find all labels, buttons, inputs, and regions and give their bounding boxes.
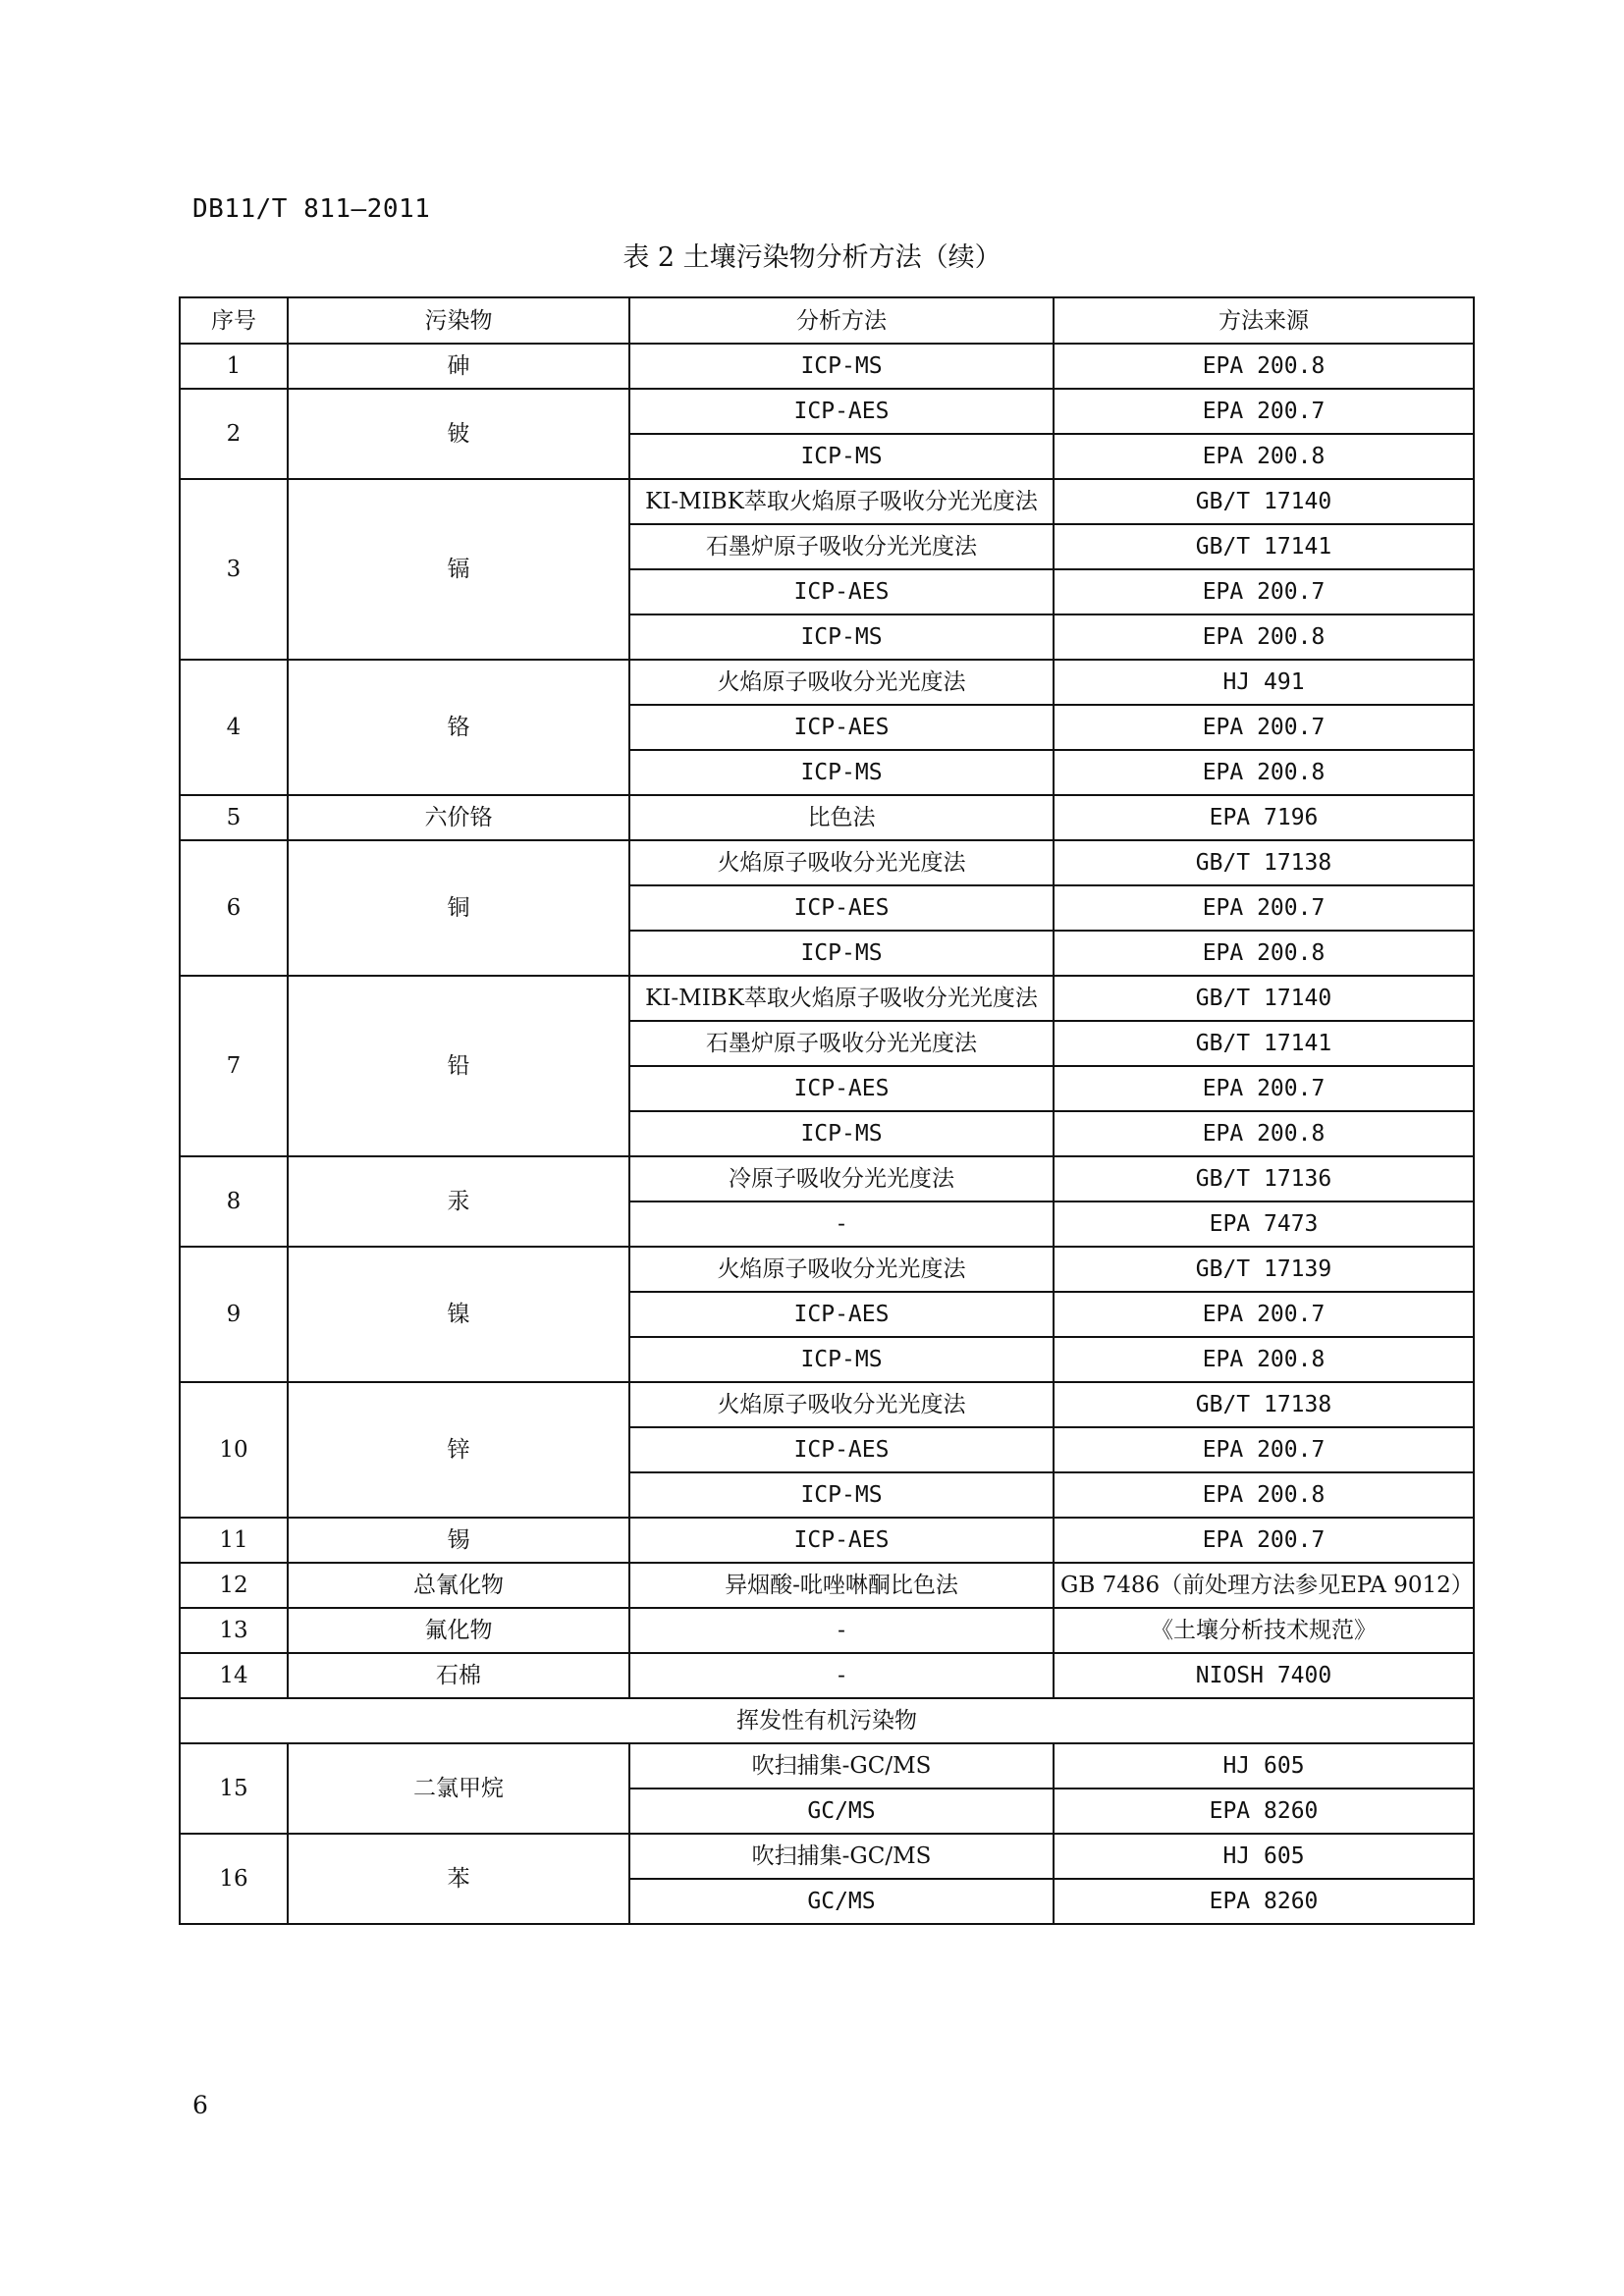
method-cell: ICP-AES — [629, 1427, 1054, 1472]
pollutant-analysis-table — [179, 296, 1475, 1925]
method-cell: GC/MS — [629, 1789, 1054, 1834]
table-row — [180, 1608, 1474, 1653]
table-header-row — [180, 297, 1474, 344]
table-row — [180, 1653, 1474, 1698]
source-cell: EPA 200.7 — [1054, 1518, 1474, 1563]
pollutant-cell: 铍 — [288, 389, 629, 479]
method-cell: ICP-MS — [629, 750, 1054, 795]
row-number-cell: 3 — [180, 479, 288, 660]
pollutant-cell: 石棉 — [288, 1653, 629, 1698]
source-cell: NIOSH 7400 — [1054, 1653, 1474, 1698]
method-cell: ICP-MS — [629, 1111, 1054, 1156]
method-cell: 火焰原子吸收分光光度法 — [629, 660, 1054, 705]
table-row — [180, 1156, 1474, 1201]
method-cell: 吹扫捕集-GC/MS — [629, 1834, 1054, 1879]
table-row — [180, 840, 1474, 885]
method-cell: ICP-MS — [629, 614, 1054, 660]
pollutant-cell: 汞 — [288, 1156, 629, 1247]
page-number: 6 — [192, 2091, 208, 2119]
method-cell: 石墨炉原子吸收分光光度法 — [629, 1021, 1054, 1066]
source-cell: EPA 200.7 — [1054, 1427, 1474, 1472]
source-cell: EPA 200.7 — [1054, 1292, 1474, 1337]
method-cell: 火焰原子吸收分光光度法 — [629, 1382, 1054, 1427]
table-row — [180, 1743, 1474, 1789]
source-cell: EPA 200.8 — [1054, 1472, 1474, 1518]
row-number-cell: 8 — [180, 1156, 288, 1247]
method-cell: 火焰原子吸收分光光度法 — [629, 840, 1054, 885]
source-cell: GB/T 17138 — [1054, 1382, 1474, 1427]
pollutant-cell: 镉 — [288, 479, 629, 660]
method-cell: ICP-AES — [629, 705, 1054, 750]
table-row — [180, 1834, 1474, 1879]
table-row — [180, 795, 1474, 840]
row-number-cell: 7 — [180, 976, 288, 1156]
row-number-cell: 15 — [180, 1743, 288, 1834]
pollutant-cell: 铅 — [288, 976, 629, 1156]
source-cell: 《土壤分析技术规范》 — [1054, 1608, 1474, 1653]
method-cell: ICP-AES — [629, 569, 1054, 614]
pollutant-cell: 锡 — [288, 1518, 629, 1563]
method-cell: KI-MIBK萃取火焰原子吸收分光光度法 — [629, 479, 1054, 524]
table-row — [180, 1247, 1474, 1292]
source-cell: HJ 491 — [1054, 660, 1474, 705]
row-number-cell: 2 — [180, 389, 288, 479]
pollutant-cell: 镍 — [288, 1247, 629, 1382]
source-cell: EPA 8260 — [1054, 1879, 1474, 1924]
pollutant-cell: 六价铬 — [288, 795, 629, 840]
source-cell: HJ 605 — [1054, 1743, 1474, 1789]
method-cell: 石墨炉原子吸收分光光度法 — [629, 524, 1054, 569]
method-cell: GC/MS — [629, 1879, 1054, 1924]
row-number-cell: 11 — [180, 1518, 288, 1563]
table-row — [180, 976, 1474, 1021]
section-row — [180, 1698, 1474, 1743]
pollutant-cell: 铬 — [288, 660, 629, 795]
source-cell: EPA 200.8 — [1054, 344, 1474, 389]
table-row — [180, 660, 1474, 705]
method-cell: ICP-MS — [629, 1337, 1054, 1382]
pollutant-cell: 苯 — [288, 1834, 629, 1924]
source-cell: EPA 200.8 — [1054, 1337, 1474, 1382]
source-cell: GB/T 17138 — [1054, 840, 1474, 885]
row-number-cell: 5 — [180, 795, 288, 840]
method-cell: ICP-AES — [629, 389, 1054, 434]
method-cell: - — [629, 1608, 1054, 1653]
column-header-source: 方法来源 — [1054, 297, 1474, 344]
method-cell: ICP-AES — [629, 1518, 1054, 1563]
row-number-cell: 4 — [180, 660, 288, 795]
row-number-cell: 6 — [180, 840, 288, 976]
source-cell: EPA 200.7 — [1054, 1066, 1474, 1111]
method-cell: ICP-MS — [629, 931, 1054, 976]
method-cell: ICP-MS — [629, 434, 1054, 479]
pollutant-cell: 二氯甲烷 — [288, 1743, 629, 1834]
row-number-cell: 12 — [180, 1563, 288, 1608]
pollutant-cell: 总氰化物 — [288, 1563, 629, 1608]
row-number-cell: 13 — [180, 1608, 288, 1653]
method-cell: ICP-AES — [629, 1066, 1054, 1111]
table-row — [180, 389, 1474, 434]
source-cell: EPA 200.7 — [1054, 885, 1474, 931]
pollutant-cell: 氟化物 — [288, 1608, 629, 1653]
source-cell: EPA 200.8 — [1054, 750, 1474, 795]
pollutant-cell: 锌 — [288, 1382, 629, 1518]
row-number-cell: 9 — [180, 1247, 288, 1382]
method-cell: ICP-AES — [629, 885, 1054, 931]
table-body — [180, 344, 1474, 1924]
source-cell: EPA 200.7 — [1054, 705, 1474, 750]
row-number-cell: 14 — [180, 1653, 288, 1698]
table-row — [180, 1382, 1474, 1427]
column-header-method: 分析方法 — [629, 297, 1054, 344]
source-cell: GB/T 17141 — [1054, 524, 1474, 569]
method-cell: ICP-MS — [629, 344, 1054, 389]
source-cell: EPA 200.8 — [1054, 931, 1474, 976]
method-cell: 异烟酸-吡唑啉酮比色法 — [629, 1563, 1054, 1608]
row-number-cell: 10 — [180, 1382, 288, 1518]
source-cell: EPA 200.7 — [1054, 569, 1474, 614]
table-title: 表 2 土壤污染物分析方法（续） — [623, 242, 1001, 273]
section-label: 挥发性有机污染物 — [180, 1698, 1474, 1743]
source-cell: EPA 7196 — [1054, 795, 1474, 840]
method-cell: 冷原子吸收分光光度法 — [629, 1156, 1054, 1201]
table-row — [180, 1563, 1474, 1608]
table-row — [180, 1518, 1474, 1563]
method-cell: - — [629, 1201, 1054, 1247]
table-row — [180, 344, 1474, 389]
pollutant-cell: 砷 — [288, 344, 629, 389]
row-number-cell: 16 — [180, 1834, 288, 1924]
source-cell: EPA 8260 — [1054, 1789, 1474, 1834]
row-number-cell: 1 — [180, 344, 288, 389]
source-cell: EPA 200.7 — [1054, 389, 1474, 434]
source-cell: HJ 605 — [1054, 1834, 1474, 1879]
column-header-number: 序号 — [180, 297, 288, 344]
source-cell: EPA 7473 — [1054, 1201, 1474, 1247]
document-code: DB11/T 811—2011 — [192, 194, 431, 224]
source-cell: GB 7486（前处理方法参见EPA 9012） — [1054, 1563, 1474, 1608]
method-cell: ICP-AES — [629, 1292, 1054, 1337]
source-cell: EPA 200.8 — [1054, 1111, 1474, 1156]
column-header-pollutant: 污染物 — [288, 297, 629, 344]
method-cell: 比色法 — [629, 795, 1054, 840]
source-cell: EPA 200.8 — [1054, 614, 1474, 660]
source-cell: GB/T 17140 — [1054, 976, 1474, 1021]
source-cell: GB/T 17139 — [1054, 1247, 1474, 1292]
method-cell: 火焰原子吸收分光光度法 — [629, 1247, 1054, 1292]
source-cell: GB/T 17141 — [1054, 1021, 1474, 1066]
source-cell: GB/T 17136 — [1054, 1156, 1474, 1201]
source-cell: EPA 200.8 — [1054, 434, 1474, 479]
table-row — [180, 479, 1474, 524]
source-cell: GB/T 17140 — [1054, 479, 1474, 524]
pollutant-cell: 铜 — [288, 840, 629, 976]
method-cell: ICP-MS — [629, 1472, 1054, 1518]
method-cell: - — [629, 1653, 1054, 1698]
method-cell: 吹扫捕集-GC/MS — [629, 1743, 1054, 1789]
method-cell: KI-MIBK萃取火焰原子吸收分光光度法 — [629, 976, 1054, 1021]
